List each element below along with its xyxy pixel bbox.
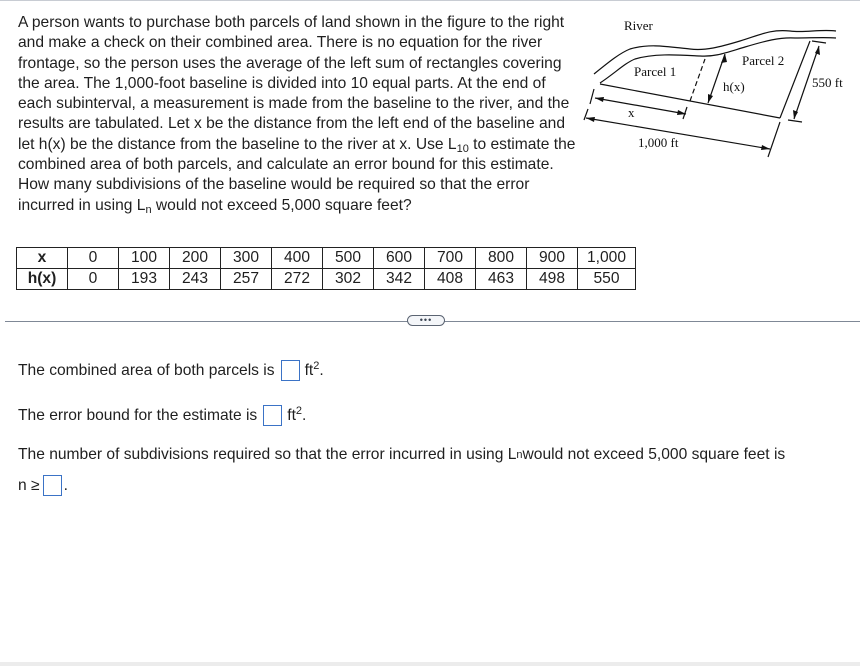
- answer-area-label: The combined area of both parcels is: [18, 361, 275, 379]
- table-cell: 302: [323, 269, 374, 290]
- bottom-bar: [0, 662, 860, 666]
- answer-subdivisions-text: The number of subdivisions required so that the error incurred in using L n would not exceed 5,000 square feet is: [18, 446, 786, 463]
- n-geq-label: n ≥: [18, 476, 40, 494]
- subdivisions-label-a: The number of subdivisions required so that the error incurred in using L: [18, 446, 517, 463]
- table-cell: 0: [68, 248, 119, 269]
- table-cell: 1,000: [578, 248, 636, 269]
- river-label: River: [624, 18, 653, 33]
- subdivisions-input[interactable]: [43, 475, 62, 496]
- answer-area-line: [18, 360, 324, 381]
- table-cell: 257: [221, 269, 272, 290]
- subscript-n: n: [145, 203, 152, 216]
- table-cell: 500: [323, 248, 374, 269]
- table-cell: 300: [221, 248, 272, 269]
- parcel-right-side: [780, 41, 810, 118]
- table-header-hx: h(x): [17, 269, 68, 290]
- table-cell: 100: [119, 248, 170, 269]
- table-cell: 550: [578, 269, 636, 290]
- table-cell: 498: [527, 269, 578, 290]
- table-cell: 600: [374, 248, 425, 269]
- table-cell: 342: [374, 269, 425, 290]
- expand-more-button[interactable]: •••: [407, 315, 445, 326]
- question-part-1: A person wants to purchase both parcels of land shown in the figure to the right and make a check on their combined area. There is no equation for the river frontage, so the person uses the average of the left sum of rectangles covering the area. The 1,000-foot baseline is divided into 10 equal parts. At the end of each subinterval, a measurement is made from the baseline to the river, and the results are tabulated. Let x be the distance from the left end of the baseline and let h(x) be the distance from the baseline to the river at x. Use L: [18, 14, 570, 153]
- table-cell: 272: [272, 269, 323, 290]
- table-cell: 408: [425, 269, 476, 290]
- table-cell: 800: [476, 248, 527, 269]
- area-unit: $ft^2$.: [304, 359, 324, 379]
- measurement-table: [16, 247, 636, 290]
- table-cell: 200: [170, 248, 221, 269]
- parcel-2-label: Parcel 2: [742, 53, 785, 68]
- question-part-3: would not exceed 5,000 square feet?: [151, 196, 412, 214]
- x-dimension: [595, 98, 686, 114]
- answer-subdivisions-line: [18, 475, 68, 496]
- error-bound-input[interactable]: [263, 405, 282, 426]
- table-cell: 243: [170, 269, 221, 290]
- subdivisions-label-b: would not exceed 5,000 square feet is: [522, 446, 786, 463]
- table-cell: 700: [425, 248, 476, 269]
- table-row-x: [17, 248, 636, 269]
- answer-error-label: The error bound for the estimate is: [18, 406, 258, 424]
- baseline-length-label: 1,000 ft: [638, 135, 679, 150]
- table-row-hx: [17, 269, 636, 290]
- hx-label: h(x): [723, 79, 745, 94]
- subscript-10: 10: [456, 142, 469, 155]
- question-text: [18, 13, 578, 216]
- parcel-1-label: Parcel 1: [634, 64, 677, 79]
- area-input[interactable]: [281, 360, 300, 381]
- parcels-figure: [580, 1, 860, 171]
- answer-error-line: [18, 405, 306, 426]
- period: .: [63, 476, 68, 494]
- table-header-x: x: [17, 248, 68, 269]
- side-length-label: 550 ft: [812, 75, 843, 90]
- x-label: x: [628, 105, 635, 120]
- table-cell: 0: [68, 269, 119, 290]
- table-cell: 900: [527, 248, 578, 269]
- table-cell: 463: [476, 269, 527, 290]
- error-unit: $ft^2$.: [287, 404, 307, 424]
- table-cell: 400: [272, 248, 323, 269]
- parcel-divider-dashed: [690, 59, 705, 101]
- question-part-2: to estimate the combined area of both parcels, and calculate an error bound for this estimate. How many subdivisions of the baseline would be required so that the error incurred in using L: [18, 135, 576, 214]
- table-cell: 193: [119, 269, 170, 290]
